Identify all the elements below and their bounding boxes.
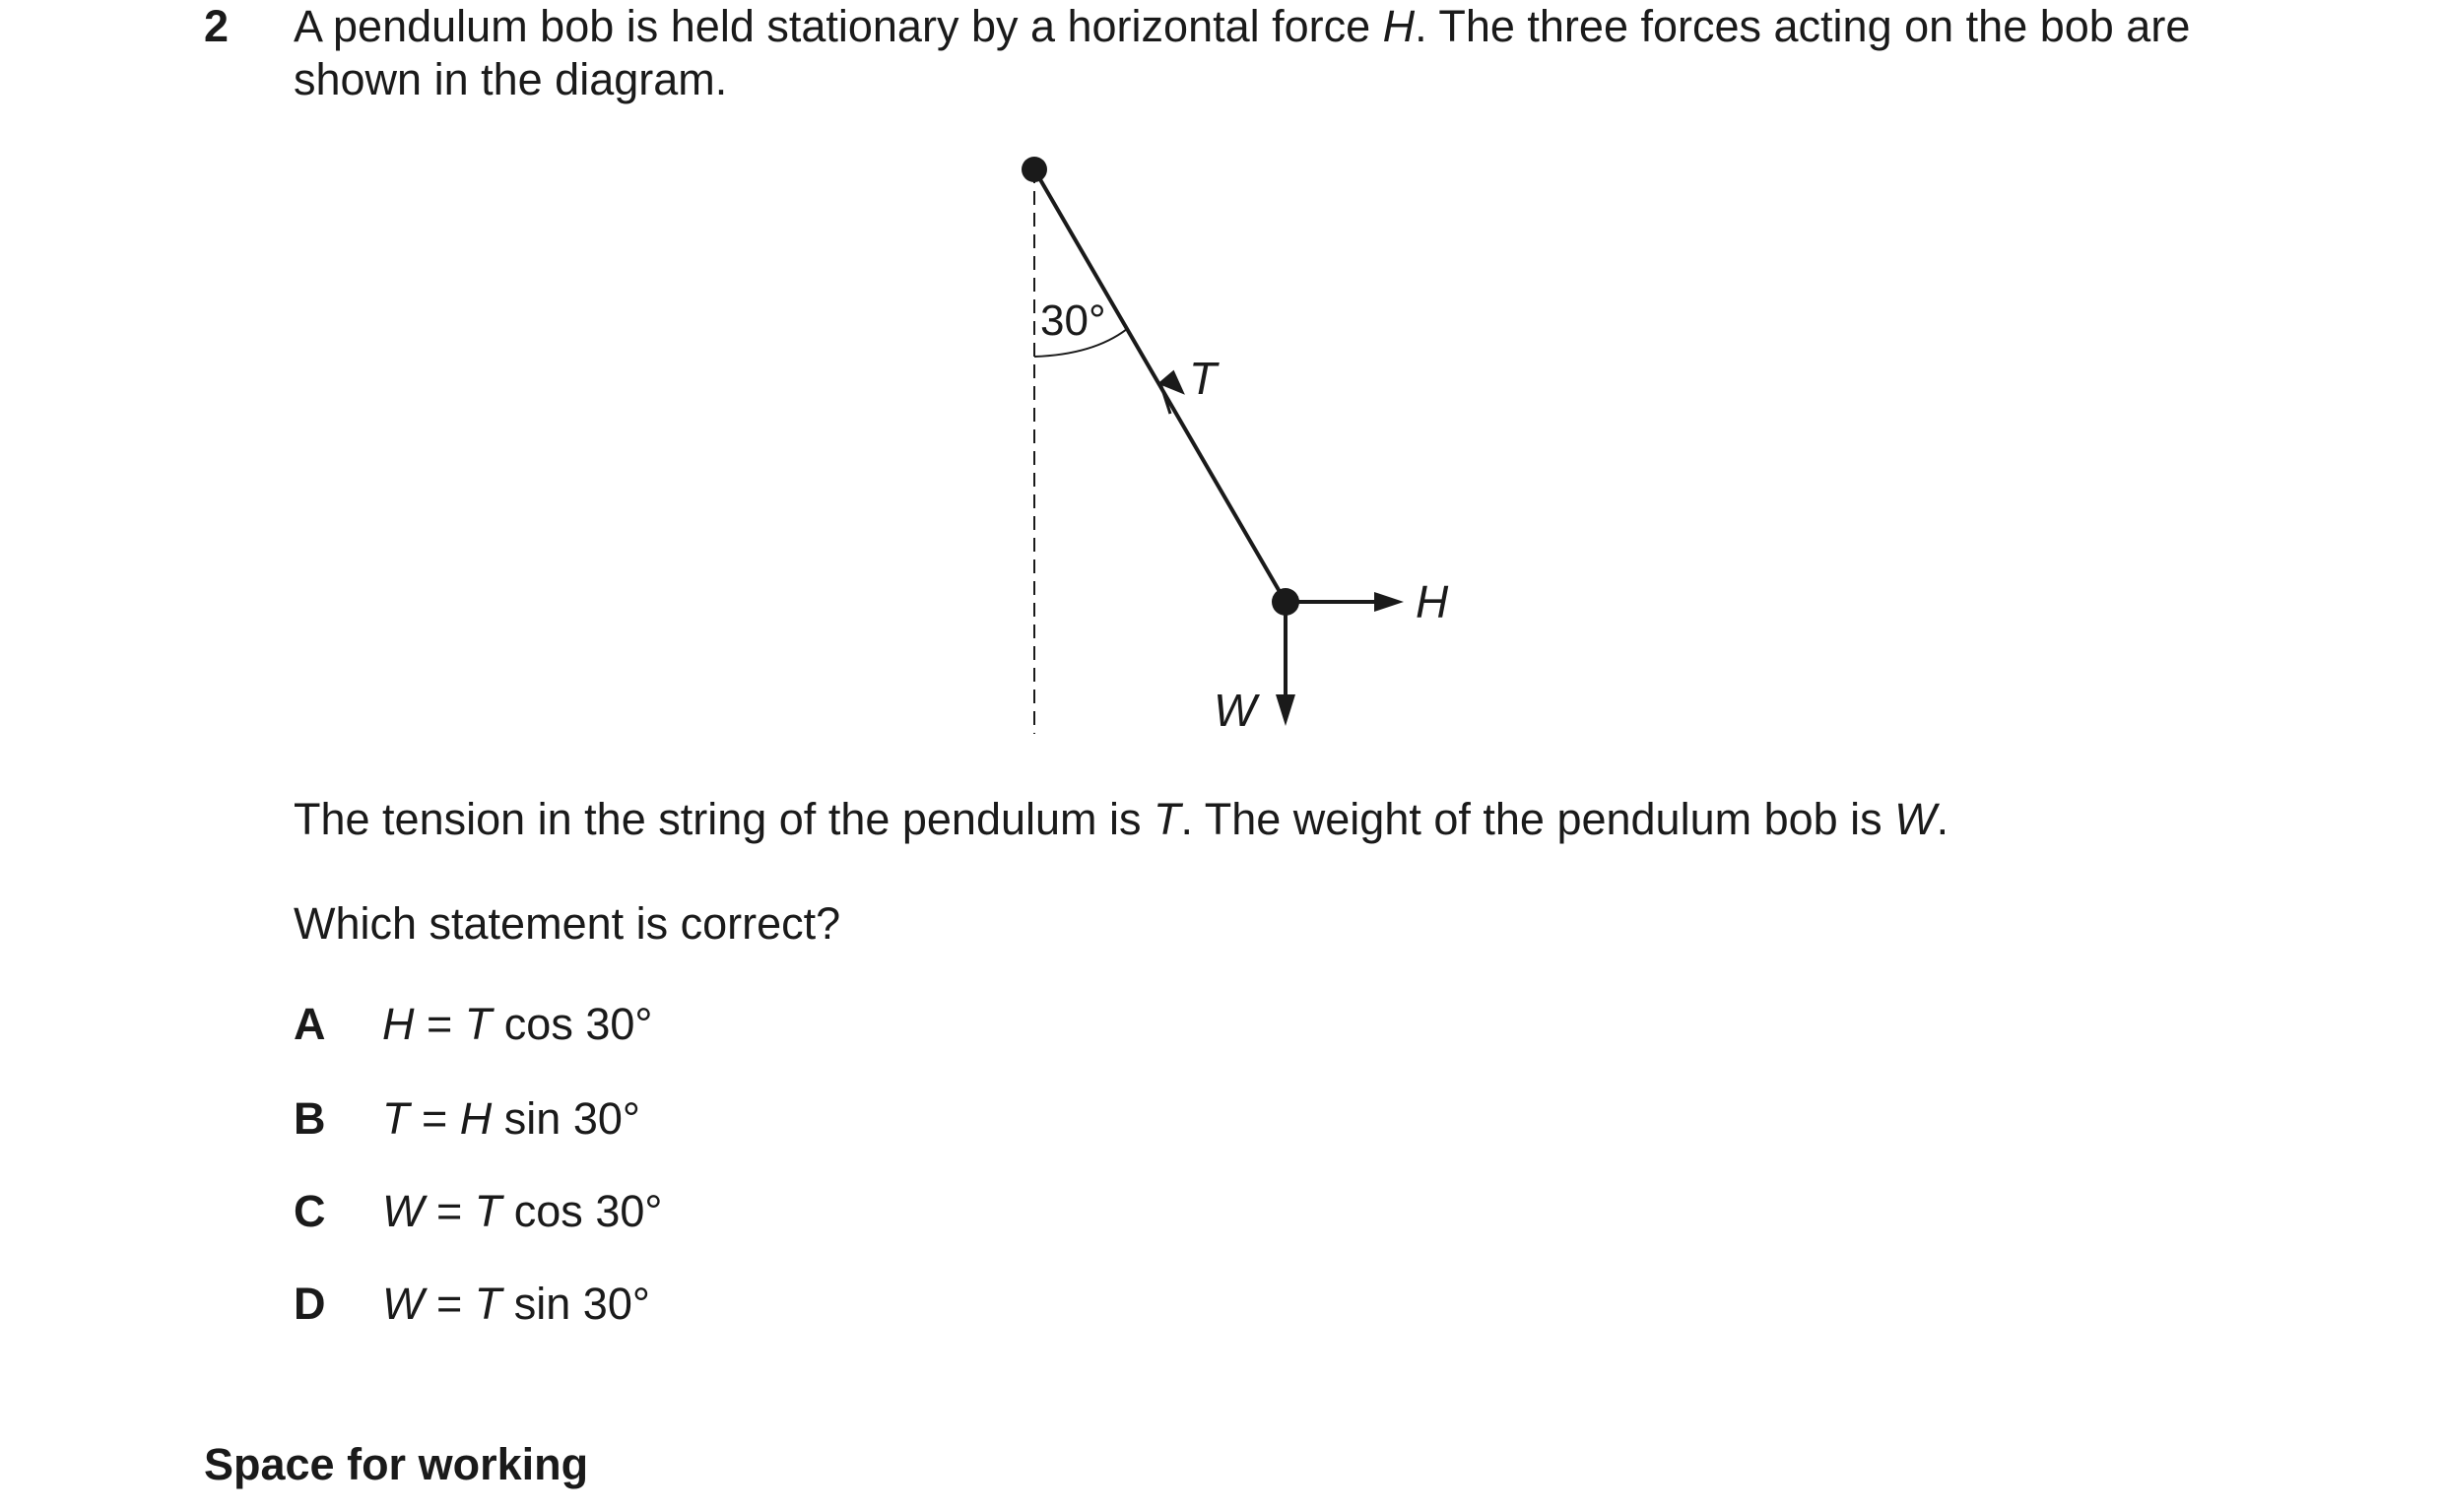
weight-label: W: [1214, 685, 1257, 736]
space-for-working-label: Space for working: [204, 1439, 589, 1489]
question-number: 2: [204, 1, 230, 51]
option-letter: C: [294, 1186, 326, 1236]
option-letter: B: [294, 1093, 326, 1144]
weight-force-arrowhead: [1276, 694, 1295, 726]
pendulum-bob: [1272, 588, 1299, 616]
horizontal-force-arrowhead: [1374, 592, 1404, 612]
sentence-part-c: .: [1936, 794, 1949, 844]
tension-weight-sentence: [294, 793, 1948, 846]
question-text-intro: A pendulum bob is held stationary by a horizontal force: [294, 1, 1383, 51]
horizontal-force-label: H: [1416, 576, 1449, 627]
angle-label: 30°: [1040, 296, 1106, 345]
question-text-rest: . The three forces acting on the bob are shown in the diagram.: [294, 1, 2191, 104]
option-expression: T = H sin 30°: [382, 1093, 640, 1144]
option-letter: A: [294, 999, 326, 1049]
option-letter: D: [294, 1279, 326, 1329]
tension-label: T: [1189, 353, 1218, 404]
sentence-W: W: [1894, 794, 1937, 844]
option-expression: H = T cos 30°: [382, 999, 653, 1049]
sentence-part-b: . The weight of the pendulum bob is: [1180, 794, 1895, 844]
pivot-point: [1022, 157, 1047, 182]
sentence-part-a: The tension in the string of the pendulum is: [294, 794, 1155, 844]
question-text-H: H: [1382, 1, 1416, 51]
sentence-T: T: [1154, 794, 1181, 844]
question-prompt: Which statement is correct?: [294, 898, 841, 949]
option-expression: W = T cos 30°: [382, 1186, 663, 1236]
option-expression: W = T sin 30°: [382, 1279, 650, 1329]
